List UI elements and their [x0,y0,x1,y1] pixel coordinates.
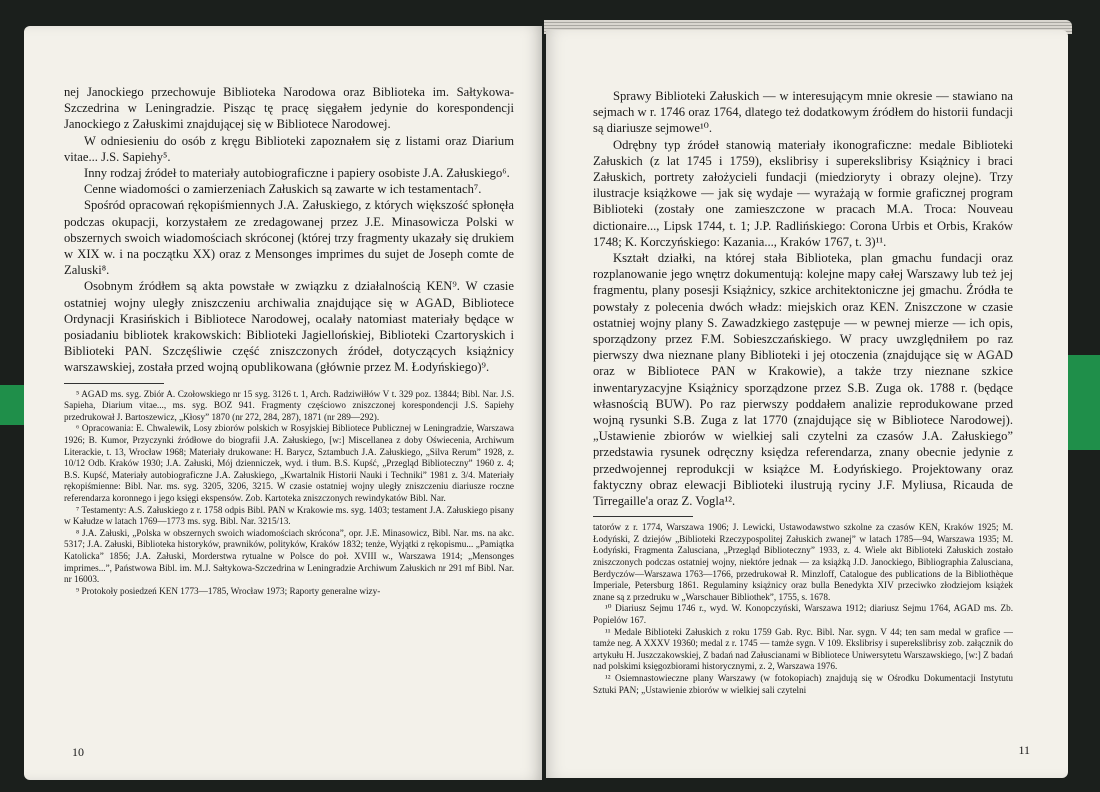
left-page [24,26,542,780]
footnote: ⁷ Testamenty: A.S. Załuskiego z r. 1758 odpis Bibl. PAN w Krakowie ms. syg. 1403; testament J.A. Załuskiego pisany w Kałudze w latach 1769—1773 ms. syg. Bibl. Nar. 3215/13. [64,504,514,527]
body-paragraph: Cenne wiadomości o zamierzeniach Załuskich są zawarte w ich testamentach⁷. [84,182,482,197]
footnote: ¹² Osiemnastowieczne plany Warszawy (w fotokopiach) znajdują się w Ośrodku Dokumentacji Instytutu Sztuki PAN; „Ustawienie zbiorów w wielkiej sali czytelni [593,673,1013,695]
page-number-left: 10 [72,745,84,759]
green-strip-right [1068,355,1100,450]
footnote: tatorów z r. 1774, Warszawa 1906; J. Lewicki, Ustawodawstwo szkolne za czasów KEN, Kraków 1925; M. Łodyński, Z dziejów „Biblioteki Rzeczypospolitej Załuskich zwanej” w latach 1785—94, Warszawa 1935; M. Łodyński, Fragmenta Zalusciana, „Przegląd Biblioteczny” 1933, z. 4. Wiele akt Biblioteki Załuskich zostało zniszczonych podczas ostatniej wojny, niektóre jednak — za książką J.D. Janockiego, Bibliographia Zalusciana, Berdyczów—Warszawa 1763—1766, przedrukował R. Minzloff, Catalogue des publications de la Bibliothèque Imperiale, Petersburg 1861. Regulaminy książnicy oraz bulla Benedykta XIV przeciwko złodziejom książek znane są z przedruku w „Warschauer Bibliothek”, 1755, s. 1678. [593,522,1013,602]
body-paragraph: W odniesieniu do osób z kręgu Biblioteki zapoznałem się z listami oraz Diarium vitae... J.S. Sapiehy⁵. [64,133,514,164]
footnote-divider [64,383,164,384]
footnote: ⁹ Protokoły posiedzeń KEN 1773—1785, Wrocław 1973; Raporty generalne wizy- [76,585,381,596]
body-paragraph: Kształt działki, na której stała Biblioteka, plan gmachu fundacji oraz rozplanowanie jego wnętrz dokumentują: kolejne mapy całej Warszawy lub też jej fragmentu, plany posesji Książnicy, szkice architektoniczne jej gmachu. Źródła te powstały z polecenia dwóch władz: miejskich oraz KEN. Zniszczone w czasie ostatniej wojny plany S. Zawadzkiego zastępuje — w pewnej mierze — ich opis, sporządzony przez F.M. Sobieszczańskiego. W pracy uwzględniłem po raz pierwszy dwa nieznane plany Biblioteki i jej otoczenia (znajdujące się w AGAD oraz w Bibliotece PAN w Krakowie), a także trzy nieznane szkice inwentaryzacyjne Książnicy sporządzone przez S.B. Zuga ok. 1788 r. (będące własnością BUW). Po raz pierwszy poddałem analizie reprodukowane przed wojną rysunki S.B. Zuga z lat 1770 (znajdujące się w Bibliotece Narodowej). „Ustawienie zbiorów w wielkiej sali czytelni za czasów J.A. Załuskiego” przedstawia rysunek odręczny księdza referendarza, znany obecnie jedynie z przedwojennej reprodukcji w książce M. Łodyńskiego. Projektowany oraz faktyczny obraz elewacji Biblioteki ilustrują ryciny J.F. Myliusa, Ricauda de Tirregaille'a oraz Z. Vogla¹². [593,251,1013,509]
footnote: ¹¹ Medale Biblioteki Załuskich z roku 1759 Gab. Ryc. Bibl. Nar. sygn. V 44; ten sam medal w grafice — tamże neg. A XXXV 19360; medal z r. 1745 — tamże sygn. V 109. Ekslibrisy i superekslibrisy zob. załącznik do artykułu H. Juszczakowskiej, Z badań nad Załuscianami w Bibliotece Uniwersytetu Warszawskiego, [w:] Z badań nad polskimi księgozbiorami historycznymi, z. 2, Warszawa 1976. [593,626,1013,672]
footnote: ¹⁰ Diariusz Sejmu 1746 r., wyd. W. Konopczyński, Warszawa 1912; diariusz Sejmu 1764, AGAD ms. Zb. Popielów 167. [593,603,1013,626]
page-number-right: 11 [1018,743,1030,757]
footnote-divider [593,516,693,517]
body-paragraph: nej Janockiego przechowuje Biblioteka Narodowa oraz Biblioteka im. Sałtykowa-Szczedrina w Leningradzie. Pisząc tę pracę sięgałem jedynie do korespondencji Janockiego z Załuskimi znajdującej się w Bibliotece Narodowej. [64,85,514,132]
right-page-text [593,88,1013,696]
body-paragraph: Sprawy Biblioteki Załuskich — w interesującym mnie okresie — stawiano na sejmach w r. 1746 oraz 1764, dlatego też dodatkowym źródłem do historii fundacji są diariusze sejmowe¹⁰. [593,89,1013,136]
body-paragraph: Osobnym źródłem są akta powstałe w związku z działalnością KEN⁹. W czasie ostatniej wojny uległy zniszczeniu archiwalia znajdujące się w AGAD, Bibliotece Ordynacji Krasińskich i Bibliotece Narodowej, ocalały natomiast materiały będące w posiadaniu bibliotek krakowskich: Biblioteki Jagiellońskiej, Biblioteki Czartoryskich i Biblioteki PAN. Szczęśliwie część zniszczonych źródeł, dotyczących książnicy warszawskiej, została przed wojną opublikowana (głównie przez M. Łodyńskiego)⁹. [64,279,514,375]
footnote: ⁸ J.A. Załuski, „Polska w obszernych swoich wiadomościach skrócona”, opr. J.E. Minasowicz, Bibl. Nar. ms. na akc. 5317; J.A. Załuski, Biblioteka historyków, prawników, polityków, Kraków 1832; tenże, Wyjątki z rękopismu... „Pamiątka Katolicka” 1856; J.A. Załuski, Morderstwa rytualne w Polsce do poł. XVIII w., Warszawa 1914; „Mensonges imprimes...”, Państwowa Bibl. im. M.J. Sałtykowa-Szczedrina w Leningradzie Archiwum Załuskich nr 291 mf Bibl. Nar. nr 16003. [64,527,514,585]
green-strip-left [0,385,24,425]
body-paragraph: Spośród opracowań rękopiśmiennych J.A. Załuskiego, z których większość spłonęła podczas okupacji, korzystałem ze zredagowanej przez J.E. Minasowicza Polski w obszernych swoich wiadomościach skróconej (której trzy fragmenty ukazały się drukiem w XIX w. i na początku XX) oraz z Mensonges imprimes du sujet de Joseph comte de Zaluski⁸. [64,198,514,278]
footnote: ⁶ Opracowania: E. Chwalewik, Losy zbiorów polskich w Rosyjskiej Bibliotece Publicznej w Leningradzie, Warszawa 1926; B. Kumor, Przyczynki źródłowe do biografii J.A. Załuskiego, [w:] Miscellanea z doby Oświecenia, Archiwum Literackie, t. 13, Wrocław 1968; Materiały drukowane: H. Barycz, Sztambuch J.A. Załuskiego, „Silva Rerum” 1928, z. 10/12 Odb. Kraków 1930; J.A. Załuski, Mój dzienniczek, wyd. i tłum. B.S. Kupść, „Przegląd Biblioteczny” 1960 z. 4; B.S. Kupść, Materiały autobiograficzne J.A. Załuskiego, „Kwartalnik Historii Nauki i Techniki” 1981 z. 3/4. Materiały rękopiśmienne: Bibl. Nar. ms. syg. 3205, 3206, 3215. W czasie ostatniej wojny uległy zniszczeniu diariusze roczne referendarza koronnego i jego księgi ekspensów. Zob. Kartoteka zniszczonych rewindykatów Bibl. Nar. [64,423,514,503]
left-page-text [64,84,514,597]
right-page [546,30,1068,778]
footnote: ⁵ AGAD ms. syg. Zbiór A. Czołowskiego nr 15 syg. 3126 t. 1, Arch. Radziwiłłów V t. 329 poz. 13844; Bibl. Nar. J.S. Sapieha, Diarium vitae..., ms. syg. BOZ 941. Fragmenty częściowo zniszczonej korespondencji J.S. Sapiehy przedrukował J. Bartoszewicz, „Kłosy” 1870 (nr 272, 284, 287), 1871 (nr 289—292). [64,388,514,422]
body-paragraph: Inny rodzaj źródeł to materiały autobiograficzne i papiery osobiste J.A. Załuskiego⁶. [84,166,510,181]
body-paragraph: Odrębny typ źródeł stanowią materiały ikonograficzne: medale Biblioteki Załuskich (z lat 1745 i 1759), ekslibrisy i superekslibrisy Książnicy i braci Załuskich, portrety założycieli fundacji (miedzioryty i obrazy olejne). Trzy ilustracje książkowe — jak się wydaje — wyrażają w formie graficznej program Biblioteki (zostały one zamieszczone w pracach M.A. Troca: Nouveau dictionaire..., Lipsk 1744, t. 1; J.P. Radlińskiego: Corona Urbis et Orbis, Kraków 1748; K. Korczyńskiego: Kazania..., Kraków 1767, t. 3)¹¹. [593,137,1013,249]
